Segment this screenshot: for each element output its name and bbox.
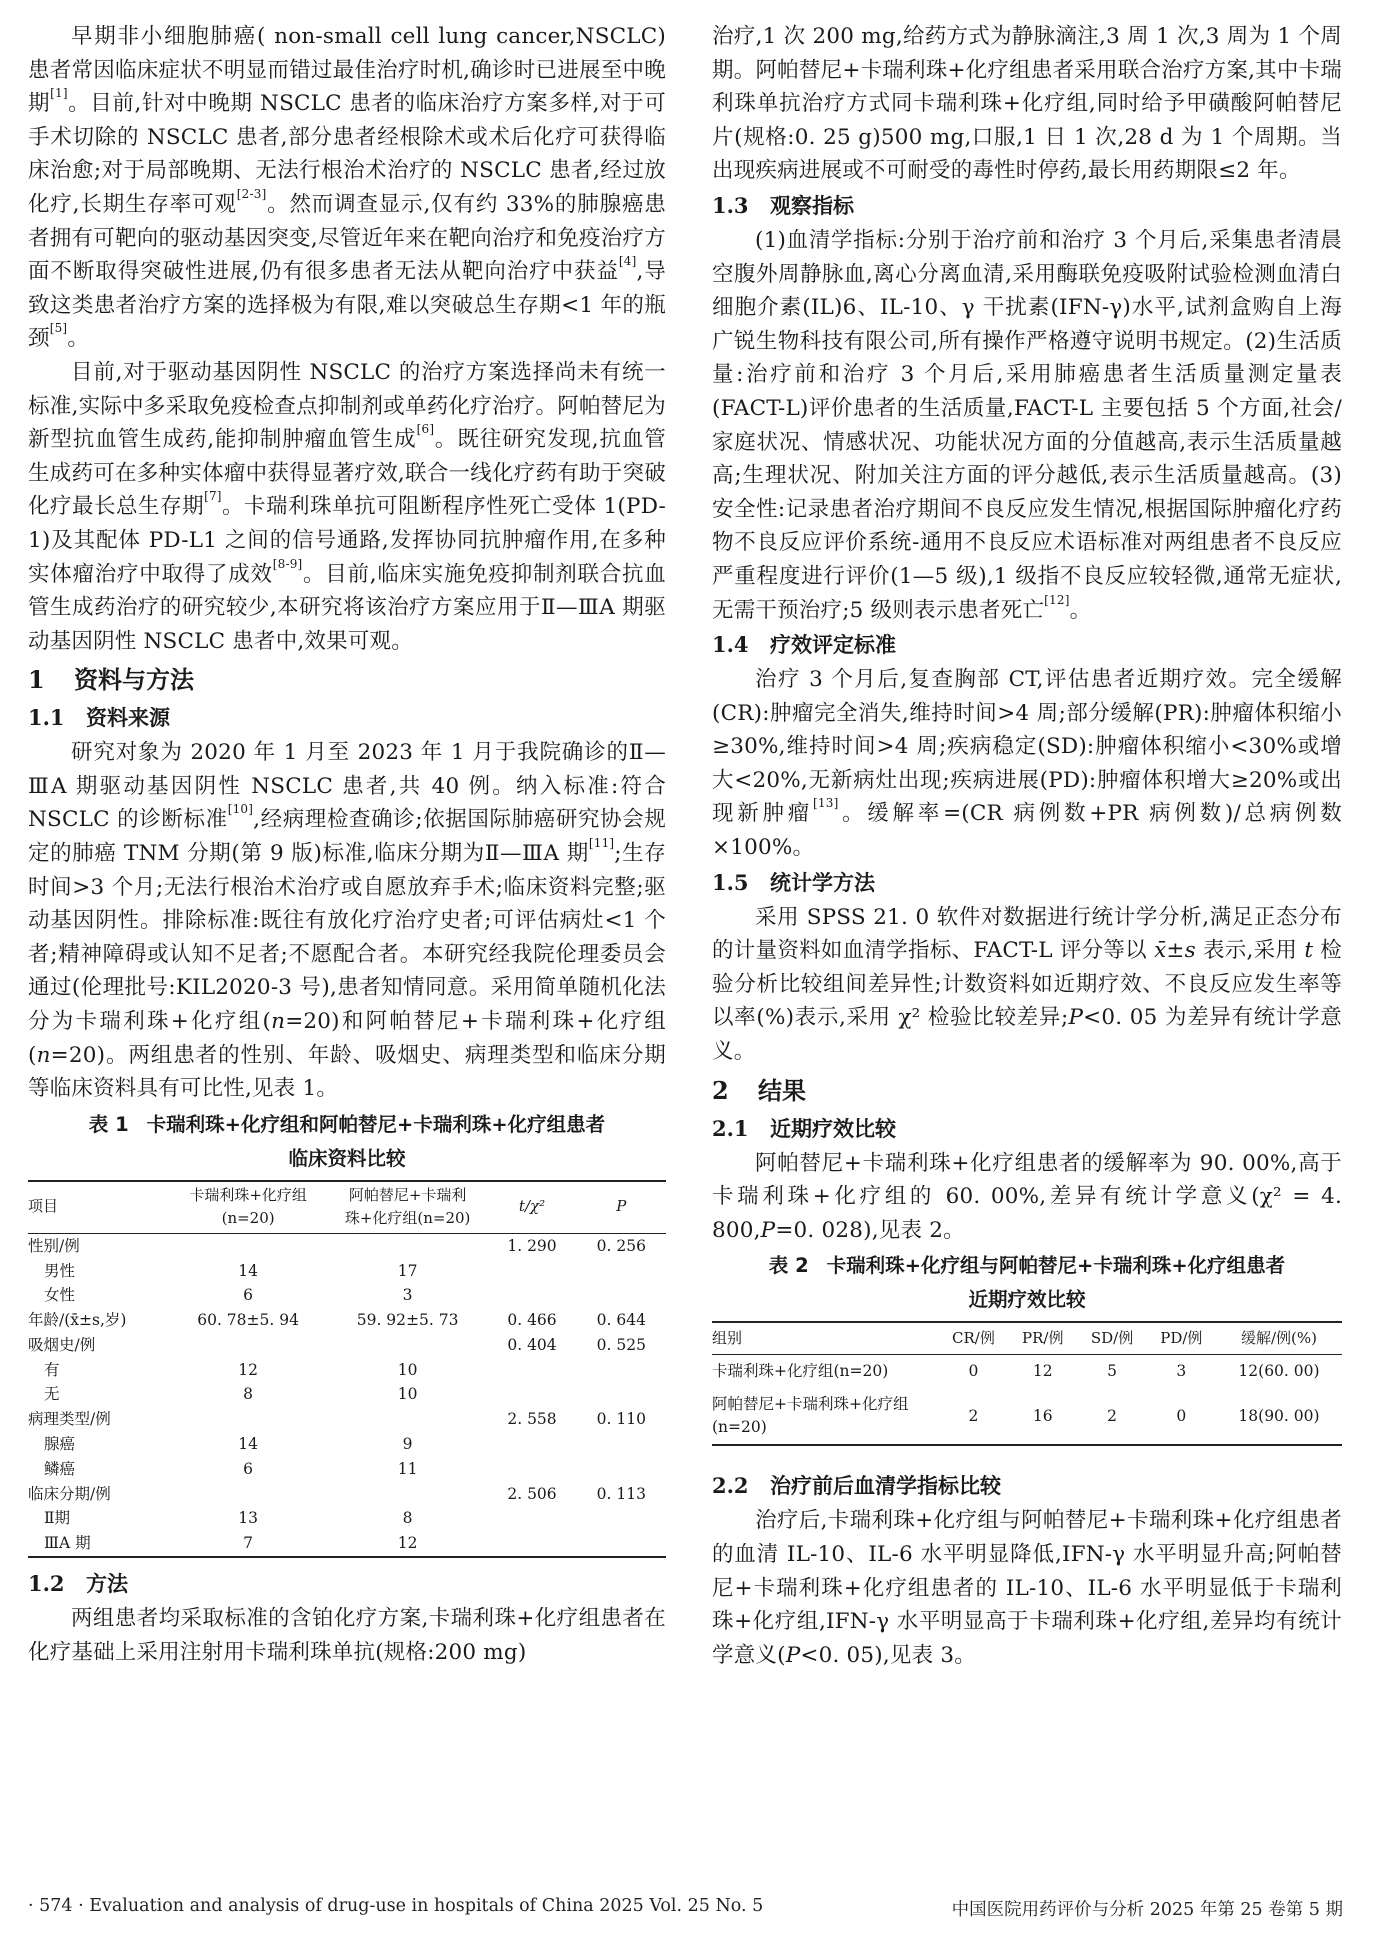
cell-group: 卡瑞利珠+化疗组(n=20) [712, 1362, 889, 1381]
cell-stat: 0. 404 [507, 1335, 557, 1354]
section-heading-1: 1 资料与方法 [28, 665, 194, 695]
table-1-header-row [28, 1181, 666, 1234]
cell-item: 鳞癌 [44, 1459, 76, 1478]
header-stat: t/χ² [487, 1181, 576, 1234]
table-1-row [28, 1507, 666, 1532]
cell-stat: 2. 558 [507, 1410, 557, 1429]
cell-pr: 12 [1032, 1362, 1053, 1381]
table-1-row [28, 1383, 666, 1408]
methods-source-paragraph: 研究对象为 2020 年 1 月至 2023 年 1 月于我院确诊的Ⅱ—ⅢA 期驱动基因阴性 NSCLC 患者,共 40 例。纳入标准:符合 NSCLC 的诊断标准[10],经病理检查确诊;依据国际肺癌研究协会规定的肺癌 TNM 分期(第 9 版)标准,临床分期为Ⅱ—ⅢA 期[11];生存时间>3 个月;无法行根治术治疗或自愿放弃手术;临床资料完整;驱动基因阴性。排除标准:既往有放化疗治疗史者;可评估病灶<1 个者;精神障碍或认知不足者;不愿配合者。本研究经我院伦理委员会通过(伦理批号:KIL2020-3 号),患者知情同意。采用简单随机化法分为卡瑞利珠+化疗组(n=20)和阿帕替尼+卡瑞利珠+化疗组(n=20)。两组患者的性别、年龄、吸烟史、病理类型和临床分期等临床资料具有可比性,见表 1。 [28, 740, 666, 1102]
cell-g2 [328, 1482, 488, 1507]
cell-item: 女性 [44, 1286, 76, 1305]
header-pr: PR/例 [1008, 1322, 1077, 1355]
cell-g2: 8 [402, 1509, 413, 1528]
cell-p [577, 1457, 666, 1482]
header-sd: SD/例 [1077, 1322, 1146, 1355]
right-column [712, 20, 1342, 1672]
table-1-row [28, 1333, 666, 1358]
table-2-caption: 表 2 卡瑞利珠+化疗组与阿帕替尼+卡瑞利珠+化疗组患者 近期疗效比较 [768, 1254, 1286, 1312]
cell-pd: 0 [1176, 1406, 1187, 1425]
table-1-row [28, 1233, 666, 1258]
cell-g1: 60. 78±5. 94 [197, 1311, 299, 1330]
cell-item: 年龄/(x̄±s,岁) [28, 1311, 127, 1330]
cell-g2: 59. 92±5. 73 [356, 1311, 459, 1330]
cell-stat [487, 1457, 576, 1482]
cell-item: 临床分期/例 [28, 1484, 111, 1503]
cell-item: 无 [44, 1385, 60, 1404]
indicators-paragraph: (1)血清学指标:分别于治疗前和治疗 3 个月后,采集患者清晨空腹外周静脉血,离心分离血清,采用酶联免疫吸附试验检测血清白细胞介素(IL)6、IL-10、γ 干扰素(IFN-γ)水平,试剂盒购自上海广锐生物科技有限公司,所有操作严格遵守说明书规定。(2)生活质量:治疗前和治疗 3 个月后,采用肺癌患者生活质量测定量表(FACT-L)评价患者的生活质量,FACT-L 主要包括 5 个方面,社会/家庭状况、情感状况、功能状况方面的分值越高,表示生活质量越高;生理状况、附加关注方面的评分越低,表示生活质量越高。(3)安全性:记录患者治疗期间不良反应发生情况,根据国际肿瘤化疗药物不良反应评价系统-通用不良反应术语标准对两组患者不良反应严重程度进行评价(1—5 级),1 级指不良反应较轻微,通常无症状,无需干预治疗;5 级则表示患者死亡[12]。 [712, 227, 1342, 623]
cell-g2 [328, 1233, 488, 1258]
cell-g1 [168, 1333, 328, 1358]
cell-item: 男性 [44, 1261, 76, 1280]
table-1 [28, 1180, 666, 1558]
table-1-row [28, 1432, 666, 1457]
cell-remission: 18(90. 00) [1238, 1406, 1320, 1425]
cell-stat [487, 1507, 576, 1532]
cell-p [577, 1432, 666, 1457]
cell-item: 吸烟史/例 [28, 1335, 96, 1354]
cell-g1: 14 [238, 1261, 258, 1280]
results-efficacy-paragraph: 阿帕替尼+卡瑞利珠+化疗组患者的缓解率为 90. 00%,高于卡瑞利珠+化疗组的 60. 00%,差异有统计学意义(χ² = 4. 800,P=0. 028),见表 2。 [712, 1150, 1342, 1243]
cell-g1 [168, 1407, 328, 1432]
left-column [28, 20, 666, 1669]
cell-g1: 13 [238, 1509, 258, 1528]
header-group-2: 阿帕替尼+卡瑞利 珠+化疗组(n=20) [328, 1181, 488, 1234]
methods-paragraph: 两组患者均采取标准的含铂化疗方案,卡瑞利珠+化疗组患者在化疗基础上采用注射用卡瑞利珠单抗(规格:200 mg) [28, 1606, 666, 1665]
cell-g1: 7 [243, 1534, 254, 1553]
citation[interactable]: [10] [227, 802, 254, 817]
citation[interactable]: [8-9] [272, 556, 303, 571]
citation[interactable]: [13] [813, 796, 839, 811]
cell-g2: 10 [397, 1360, 418, 1379]
header-pd: PD/例 [1147, 1322, 1216, 1355]
table-2-body [712, 1355, 1342, 1446]
subsection-heading-1-4: 1.4 疗效评定标准 [712, 632, 896, 658]
cell-stat [487, 1283, 576, 1308]
cell-p [577, 1283, 666, 1308]
cell-p [577, 1531, 666, 1557]
cell-stat: 2. 506 [507, 1484, 557, 1503]
table-1-row [28, 1283, 666, 1308]
cell-g1: 8 [243, 1385, 254, 1404]
footer-journal-english: · 574 · Evaluation and analysis of drug-use in hospitals of China 2025 Vol. 25 No. 5 [28, 1896, 764, 1916]
cell-g1: 12 [238, 1360, 258, 1379]
citation[interactable]: [5] [49, 321, 68, 336]
table-1-row [28, 1358, 666, 1383]
cell-stat [487, 1432, 576, 1457]
table-1-row [28, 1531, 666, 1557]
cell-item: ⅢA 期 [44, 1534, 91, 1553]
cell-stat: 0. 466 [507, 1311, 557, 1330]
cell-g1: 6 [243, 1459, 254, 1478]
header-group-1: 卡瑞利珠+化疗组 (n=20) [168, 1181, 328, 1234]
cell-g2 [328, 1407, 488, 1432]
statistics-paragraph: 采用 SPSS 21. 0 软件对数据进行统计学分析,满足正态分布的计量资料如血清学指标、FACT-L 评分等以 x̄±s 表示,采用 t 检验分析比较组间差异性;计数资料如近期疗效、不良反应发生率等以率(%)表示,采用 χ² 检验比较差异;P<0. 05 为差异有统计学意义。 [712, 904, 1343, 1065]
cell-pr: 16 [1032, 1406, 1053, 1425]
cell-g1: 14 [238, 1435, 258, 1454]
subsection-heading-1-2: 1.2 方法 [28, 1571, 128, 1597]
cell-p: 0. 256 [596, 1236, 646, 1255]
citation[interactable]: [4] [618, 254, 637, 269]
cell-g2: 3 [402, 1286, 413, 1305]
subsection-heading-1-3: 1.3 观察指标 [712, 192, 854, 218]
cell-g2 [328, 1333, 488, 1358]
subsection-heading-1-1: 1.1 资料来源 [28, 705, 170, 731]
cell-group: 阿帕替尼+卡瑞利珠+化疗组(n=20) [712, 1395, 909, 1437]
cell-g1 [168, 1482, 328, 1507]
citation[interactable]: [6] [416, 422, 435, 437]
intro-paragraph-2: 目前,对于驱动基因阴性 NSCLC 的治疗方案选择尚未有统一标准,实际中多采取免疫检查点抑制剂或单药化疗治疗。阿帕替尼为新型抗血管生成药,能抑制肿瘤血管生成[6]。既往研究发现,抗血管生成药可在多种实体瘤中获得显著疗效,联合一线化疗药有助于突破化疗最长总生存期[7]。卡瑞利珠单抗可阻断程序性死亡受体 1(PD-1)及其配体 PD-L1 之间的信号通路,发挥协同抗肿瘤作用,在多种实体瘤治疗中取得了成效[8-9]。目前,临床实施免疫抑制剂联合抗血管生成药治疗的研究较少,本研究将该治疗方案应用于Ⅱ—ⅢA 期驱动基因阴性 NSCLC 患者中,效果可观。 [28, 359, 666, 654]
cell-g2: 17 [397, 1261, 418, 1280]
cell-stat: 1. 290 [507, 1236, 557, 1255]
footer-journal-chinese: 中国医院用药评价与分析 2025 年第 25 卷第 5 期 [951, 1900, 1343, 1920]
section-heading-2: 2 结果 [712, 1075, 806, 1105]
cell-item: 有 [44, 1360, 60, 1379]
table-2-header-row [712, 1322, 1342, 1355]
table-2-row [712, 1355, 1342, 1389]
table-1-row [28, 1407, 666, 1432]
header-p: P [577, 1181, 666, 1234]
efficacy-criteria-paragraph: 治疗 3 个月后,复查胸部 CT,评估患者近期疗效。完全缓解(CR):肿瘤完全消失,维持时间>4 周;部分缓解(PR):肿瘤体积缩小≥30%,维持时间>4 周;疾病稳定(SD):肿瘤体积缩小<30%或增大<20%,无新病灶出现;疾病进展(PD):肿瘤体积增大≥20%或出现新肿瘤[13]。缓解率=(CR 病例数+PR 病例数)/总病例数×100%。 [712, 667, 1342, 861]
cell-p [577, 1383, 666, 1408]
cell-stat [487, 1383, 576, 1408]
cell-p: 0. 110 [596, 1410, 646, 1429]
citation[interactable]: [2-3] [236, 186, 267, 201]
table-1-row [28, 1457, 666, 1482]
cell-p: 0. 525 [596, 1335, 646, 1354]
subsection-heading-1-5: 1.5 统计学方法 [712, 869, 875, 895]
cell-item: 腺癌 [44, 1435, 76, 1454]
citation[interactable]: [11] [588, 836, 615, 851]
cell-sd: 5 [1107, 1362, 1117, 1381]
intro-paragraph-1: 早期非小细胞肺癌( non-small cell lung cancer,NSCLC)患者常因临床症状不明显而错过最佳治疗时机,确诊时已进展至中晚期[1]。目前,针对中晚期 NSCLC 患者的临床治疗方案多样,对于可手术切除的 NSCLC 患者,部分患者经根除术或术后化疗可获得临床治愈;对于局部晚期、无法行根治术治疗的 NSCLC 患者,经过放化疗,长期生存率可观[2-3]。然而调查显示,仅有约 33%的肺腺癌患者拥有可靶向的驱动基因突变,尽管近年来在靶向治疗和免疫治疗方面不断取得突破性进展,仍有很多患者无法从靶向治疗中获益[4],导致这类患者治疗方案的选择极为有限,难以突破总生存期<1 年的瓶颈[5]。 [28, 24, 666, 352]
cell-item: 病理类型/例 [28, 1410, 111, 1429]
methods-paragraph-continued: 治疗,1 次 200 mg,给药方式为静脉滴注,3 周 1 次,3 周为 1 个周期。阿帕替尼+卡瑞利珠+化疗组患者采用联合治疗方案,其中卡瑞利珠单抗治疗方式同卡瑞利珠+化疗组,同时给予甲磺酸阿帕替尼片(规格:0. 25 g)500 mg,口服,1 日 1 次,28 d 为 1 个周期。当出现疾病进展或不可耐受的毒性时停药,最长用药期限≤2 年。 [712, 24, 1342, 184]
cell-item: 性别/例 [28, 1236, 80, 1255]
cell-p [577, 1507, 666, 1532]
citation[interactable]: [1] [50, 86, 68, 101]
cell-g2: 12 [397, 1534, 418, 1553]
cell-stat [487, 1531, 576, 1557]
header-item: 项目 [28, 1181, 168, 1234]
cell-p: 0. 113 [596, 1484, 646, 1503]
cell-p [577, 1259, 666, 1284]
cell-p: 0. 644 [596, 1311, 646, 1330]
table-2 [712, 1321, 1342, 1446]
citation[interactable]: [7] [204, 489, 222, 504]
table-1-row [28, 1482, 666, 1507]
table-2-row [712, 1388, 1342, 1445]
cell-g2: 11 [397, 1459, 418, 1478]
citation[interactable]: [12] [1044, 592, 1070, 607]
cell-cr: 0 [968, 1362, 979, 1381]
table-1-caption: 表 1 卡瑞利珠+化疗组和阿帕替尼+卡瑞利珠+化疗组患者 临床资料比较 [88, 1112, 606, 1170]
cell-stat [487, 1259, 576, 1284]
cell-g2: 10 [397, 1385, 418, 1404]
cell-p [577, 1358, 666, 1383]
subsection-heading-2-2: 2.2 治疗前后血清学指标比较 [712, 1473, 1001, 1499]
table-1-row [28, 1308, 666, 1333]
header-group: 组别 [712, 1322, 939, 1355]
cell-g1: 6 [243, 1286, 254, 1305]
results-serum-paragraph: 治疗后,卡瑞利珠+化疗组与阿帕替尼+卡瑞利珠+化疗组患者的血清 IL-10、IL-6 水平明显降低,IFN-γ 水平明显升高;阿帕替尼+卡瑞利珠+化疗组患者的 IL-10、IL-6 水平明显低于卡瑞利珠+化疗组,IFN-γ 水平明显高于卡瑞利珠+化疗组,差异均有统计学意义(P<0. 05),见表 3。 [712, 1508, 1342, 1668]
header-cr: CR/例 [939, 1322, 1008, 1355]
cell-item: Ⅱ期 [44, 1509, 71, 1528]
cell-remission: 12(60. 00) [1238, 1362, 1320, 1381]
cell-stat [487, 1358, 576, 1383]
table-1-body [28, 1233, 666, 1557]
cell-cr: 2 [968, 1406, 979, 1425]
cell-sd: 2 [1107, 1406, 1117, 1425]
header-remission: 缓解/例(%) [1216, 1322, 1342, 1355]
cell-g1 [168, 1233, 328, 1258]
cell-pd: 3 [1176, 1362, 1187, 1381]
cell-g2: 9 [402, 1435, 413, 1454]
table-1-row [28, 1259, 666, 1284]
subsection-heading-2-1: 2.1 近期疗效比较 [712, 1115, 896, 1141]
